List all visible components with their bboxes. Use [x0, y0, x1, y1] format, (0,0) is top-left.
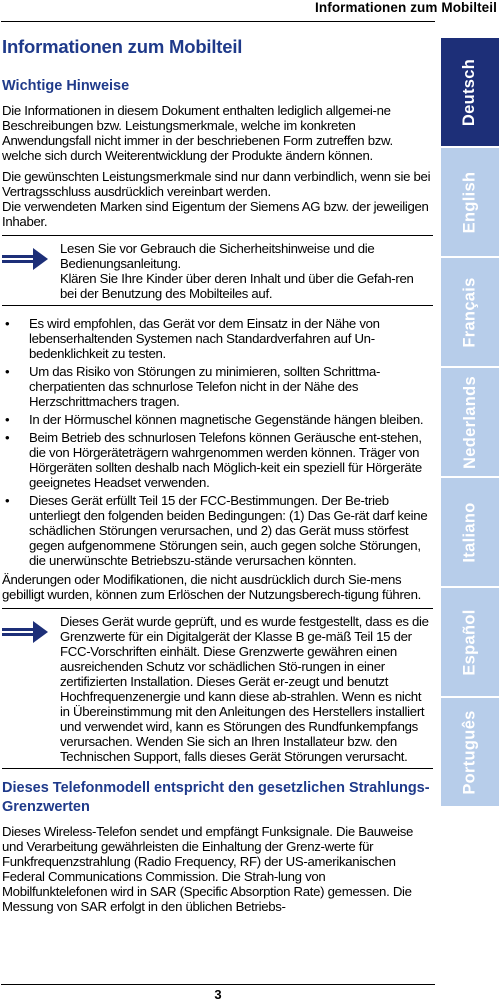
language-tab-label: Português — [460, 709, 479, 795]
language-tab-espanol[interactable] — [441, 588, 499, 696]
running-header-title: Informationen zum Mobilteil — [315, 0, 497, 15]
list-item: • Um das Risiko von Störungen zu minimieren, sollten Schrittma-cherpatienten das schnurlose Telefon nicht in der Nähe des Herzschrittmachers tragen. — [2, 364, 433, 409]
paragraph-contract-text: Die gewünschten Leistungsmerkmale sind nur dann verbindlich, wenn sie bei Vertragsschluss ausdrücklich vereinbart werden. — [2, 169, 431, 199]
language-tab-label: Italiano — [460, 501, 479, 563]
language-tab-label: Français — [460, 276, 479, 348]
section-heading-radiation-limits: Dieses Telefonmodell entspricht den gesetzlichen Strahlungs-Grenzwerten — [2, 780, 430, 815]
language-tab-label: English — [460, 171, 479, 233]
notice-fcc-text: Dieses Gerät wurde geprüft, und es wurde festgestellt, dass es die Grenzwerte für ein Digitalgerät der Klasse B ge-mäß Teil 15 der FCC-Vorschriften einhält. Diese Grenzwerte gewähren einen ausreichenden Schutz vor schädlichen Stö-rungen in einer zertifizierten Installation. Dieses Gerät er-zeugt und benutzt Hochfrequenzenergie und kann diese ab-strahlen. Wenn es nicht in Übereinstimmung mit den Anleitungen des Herstellers installiert und verwendet wird, kann es Störungen des Rundfunkempfangs verursachen. Wenden Sie sich an Ihren Installateur bzw. den Technischen Support, falls dieses Gerät Störungen verursacht. — [60, 614, 429, 764]
list-item: • In der Hörmuschel können magnetische Gegenstände hängen bleiben. — [2, 412, 433, 427]
language-tab-francais[interactable] — [441, 258, 499, 366]
language-tab-label: Español — [460, 608, 479, 676]
list-item: • Es wird empfohlen, das Gerät vor dem Einsatz in der Nähe von lebenserhaltenden Systemen nach Standardverfahren auf Un-bedenklichkeit zu testen. — [2, 316, 433, 361]
language-tab-deutsch[interactable] — [441, 38, 499, 146]
paragraph-contract-trademarks — [2, 169, 433, 229]
notice-safety-line-2: Klären Sie Ihre Kinder über deren Inhalt und über die Gefah-ren bei der Benutzung des Mobilteiles auf. — [60, 271, 414, 301]
footer-divider — [1, 984, 435, 985]
language-tab-label: Nederlands — [460, 375, 479, 469]
page-number: 3 — [214, 987, 222, 1002]
language-tab-italiano[interactable] — [441, 478, 499, 586]
page-title: Informationen zum Mobilteil — [2, 36, 243, 57]
language-tab-strip — [441, 38, 499, 808]
arrow-icon — [2, 620, 48, 644]
list-item: • Dieses Gerät erfüllt Teil 15 der FCC-Bestimmungen. Der Be-trieb unterliegt den folgenden beiden Bedingungen: (1) Das Ge-rät darf keine schädlichen Störungen verursachen, und 2) das Gerät muss störfest gegen aufgenommene Störungen sein, auch gegen solche Störungen, die unerwünschte Betriebszu-stände verursachen könnten. — [2, 493, 433, 568]
arrow-icon — [2, 247, 48, 271]
notice-safety-line-1: Lesen Sie vor Gebrauch die Sicherheitshinweise und die Bedienungsanleitung. — [60, 241, 375, 271]
safety-bullet-list — [2, 316, 433, 568]
header-divider — [1, 21, 435, 22]
notice-fcc-class-b — [2, 608, 433, 769]
paragraph-disclaimer: Die Informationen in diesem Dokument enthalten lediglich allgemei-ne Beschreibungen bzw. Leistungsmerkmale, welche im konkreten Anwendungsfall nicht immer in der beschriebenen Form zutreffen bzw. welche sich durch Weiterentwicklung der Produkte ändern können. — [2, 103, 393, 163]
language-tab-label: Deutsch — [460, 58, 479, 126]
main-content — [2, 36, 433, 920]
language-tab-english[interactable] — [441, 148, 499, 256]
language-tab-portugues[interactable] — [441, 698, 499, 806]
section-heading-important-notes: Wichtige Hinweise — [2, 78, 130, 94]
paragraph-trademarks-text: Die verwendeten Marken sind Eigentum der Siemens AG bzw. der jeweiligen Inhaber. — [2, 199, 429, 229]
paragraph-radiation: Dieses Wireless-Telefon sendet und empfängt Funksignale. Die Bauweise und Verarbeitung gewährleisten die Einhaltung der Grenz-werte für Funkfrequenzstrahlung (Radio Frequency, RF) der US-amerikanischen Federal Communications Commission. Die Strah-lung von Mobilfunktelefonen wird in SAR (Specific Absorption Rate) gemessen. Die Messung von SAR erfolgt in den üblichen Betriebs- — [2, 824, 414, 914]
notice-safety-instructions — [2, 235, 433, 306]
language-tab-nederlands[interactable] — [441, 368, 499, 476]
list-item: • Beim Betrieb des schnurlosen Telefons können Geräusche ent-stehen, die von Hörgeräteträgern wahrgenommen werden können. Träger von Hörgeräten sollten deshalb nach Möglich-keit ein speziell für Hörgeräte geeignetes Headset verwenden. — [2, 430, 433, 490]
paragraph-modifications: Änderungen oder Modifikationen, die nicht ausdrücklich durch Sie-mens gebilligt wurden, können zum Erlöschen der Nutzungsberech-tigung führen. — [2, 572, 421, 602]
